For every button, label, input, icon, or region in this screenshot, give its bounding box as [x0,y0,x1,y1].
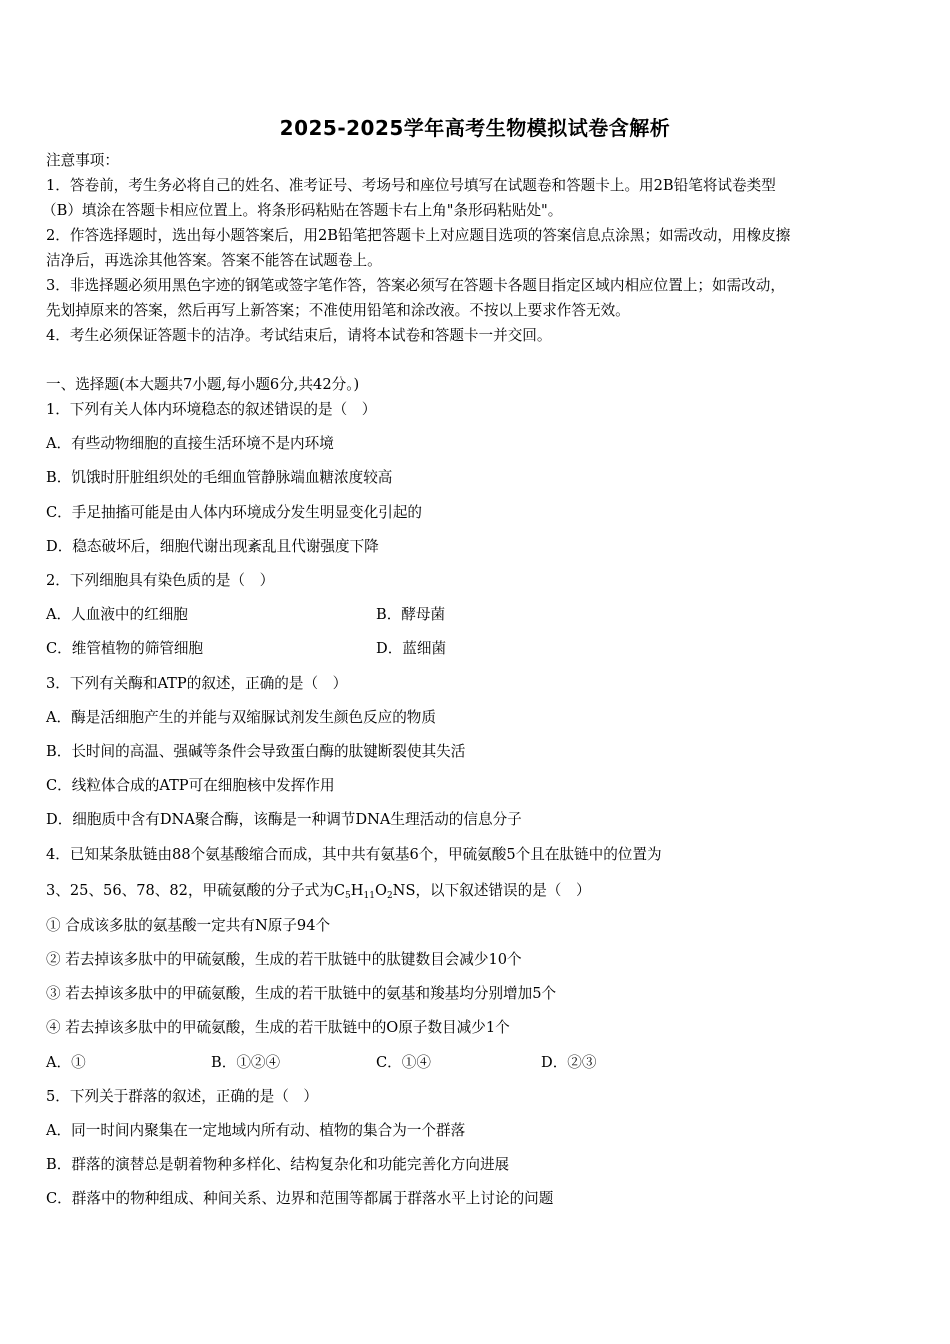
stem-text: 3、25、56、78、82，甲硫氨酸的分子式为C [46,882,346,899]
question-4-statement-4: ④ 若去掉该多肽中的甲硫氨酸，生成的若干肽链中的O原子数目减少1个 [46,1019,510,1036]
question-4-statement-3: ③ 若去掉该多肽中的甲硫氨酸，生成的若干肽链中的氨基和羧基均分别增加5个 [46,985,557,1002]
section-heading: 一、选择题(本大题共7小题,每小题6分,共42分。) [46,376,360,393]
question-2-stem: 2．下列细胞具有染色质的是（ ） [46,572,275,589]
question-4-option-b: B．①②④ [211,1054,281,1071]
question-1-option-a: A．有些动物细胞的直接生活环境不是内环境 [46,435,334,452]
question-5-option-b: B．群落的演替总是朝着物种多样化、结构复杂化和功能完善化方向进展 [46,1156,510,1173]
question-4-option-a: A．① [46,1054,86,1071]
question-4-statement-1: ① 合成该多肽的氨基酸一定共有N原子94个 [46,917,331,934]
notice-line: 1．答卷前，考生务必将自己的姓名、准考证号、考场号和座位号填写在试题卷和答题卡上。用2B铅笔将试卷类型 [46,177,776,194]
notice-line: 洁净后，再选涂其他答案。答案不能答在试题卷上。 [46,252,382,269]
question-3-option-a: A．酶是活细胞产生的并能与双缩脲试剂发生颜色反应的物质 [46,709,436,726]
question-2-option-d: D．蓝细菌 [376,640,447,657]
notice-line: 3．非选择题必须用黑色字迹的钢笔或签字笔作答，答案必须写在答题卡各题目指定区域内相应位置上；如需改动， [46,277,785,294]
formula-subscript: 5 [345,891,351,901]
question-2-option-c: C．维管植物的筛管细胞 [46,640,204,657]
question-1-option-d: D．稳态破坏后，细胞代谢出现紊乱且代谢强度下降 [46,538,379,555]
question-3-stem: 3．下列有关酶和ATP的叙述，正确的是（ ） [46,675,348,692]
formula-element: H [350,882,364,899]
question-1-option-c: C．手足抽搐可能是由人体内环境成分发生明显变化引起的 [46,504,423,521]
notice-line: 先划掉原来的答案，然后再写上新答案；不准使用铅笔和涂改液。不按以上要求作答无效。 [46,302,630,319]
question-3-option-b: B．长时间的高温、强碱等条件会导致蛋白酶的肽键断裂使其失活 [46,743,466,760]
notice-line: 2．作答选择题时，选出每小题答案后，用2B铅笔把答题卡上对应题目选项的答案信息点涂黑；如需改动，用橡皮擦 [46,227,791,244]
stem-text: NS，以下叙述错误的是（ ） [392,882,591,899]
question-4-stem: 4．已知某条肽链由88个氨基酸缩合而成，其中共有氨基6个，甲硫氨酸5个且在肽链中的位置为 [46,846,662,863]
notice-line: 4．考生必须保证答题卡的洁净。考试结束后，请将本试卷和答题卡一并交回。 [46,327,552,344]
question-2-option-a: A．人血液中的红细胞 [46,606,188,623]
formula-subscript: 2 [386,891,393,901]
question-1-stem: 1．下列有关人体内环境稳态的叙述错误的是（ ） [46,401,377,418]
question-3-option-c: C．线粒体合成的ATP可在细胞核中发挥作用 [46,777,335,794]
question-1-option-b: B．饥饿时肝脏组织处的毛细血管静脉端血糖浓度较高 [46,469,393,486]
notice-line: （B）填涂在答题卡相应位置上。将条形码粘贴在答题卡右上角"条形码粘贴处"。 [42,202,563,219]
question-5-option-a: A．同一时间内聚集在一定地域内所有动、植物的集合为一个群落 [46,1122,466,1139]
question-4-option-d: D．②③ [541,1054,597,1071]
page-title: 2025-2025学年高考生物模拟试卷含解析 [279,116,671,140]
notice-heading: 注意事项： [46,152,119,169]
question-4-statement-2: ② 若去掉该多肽中的甲硫氨酸，生成的若干肽链中的肽键数目会减少10个 [46,951,522,968]
question-4-stem-continued [46,881,591,901]
question-5-option-c: C．群落中的物种组成、种间关系、边界和范围等都属于群落水平上讨论的问题 [46,1190,554,1207]
question-2-option-b: B．酵母菌 [376,606,446,623]
formula-element: O [374,882,387,899]
question-5-stem: 5．下列关于群落的叙述，正确的是（ ） [46,1088,318,1105]
question-4-option-c: C．①④ [376,1054,431,1071]
formula-subscript: 11 [363,891,375,901]
question-3-option-d: D．细胞质中含有DNA聚合酶，该酶是一种调节DNA生理活动的信息分子 [46,811,522,828]
